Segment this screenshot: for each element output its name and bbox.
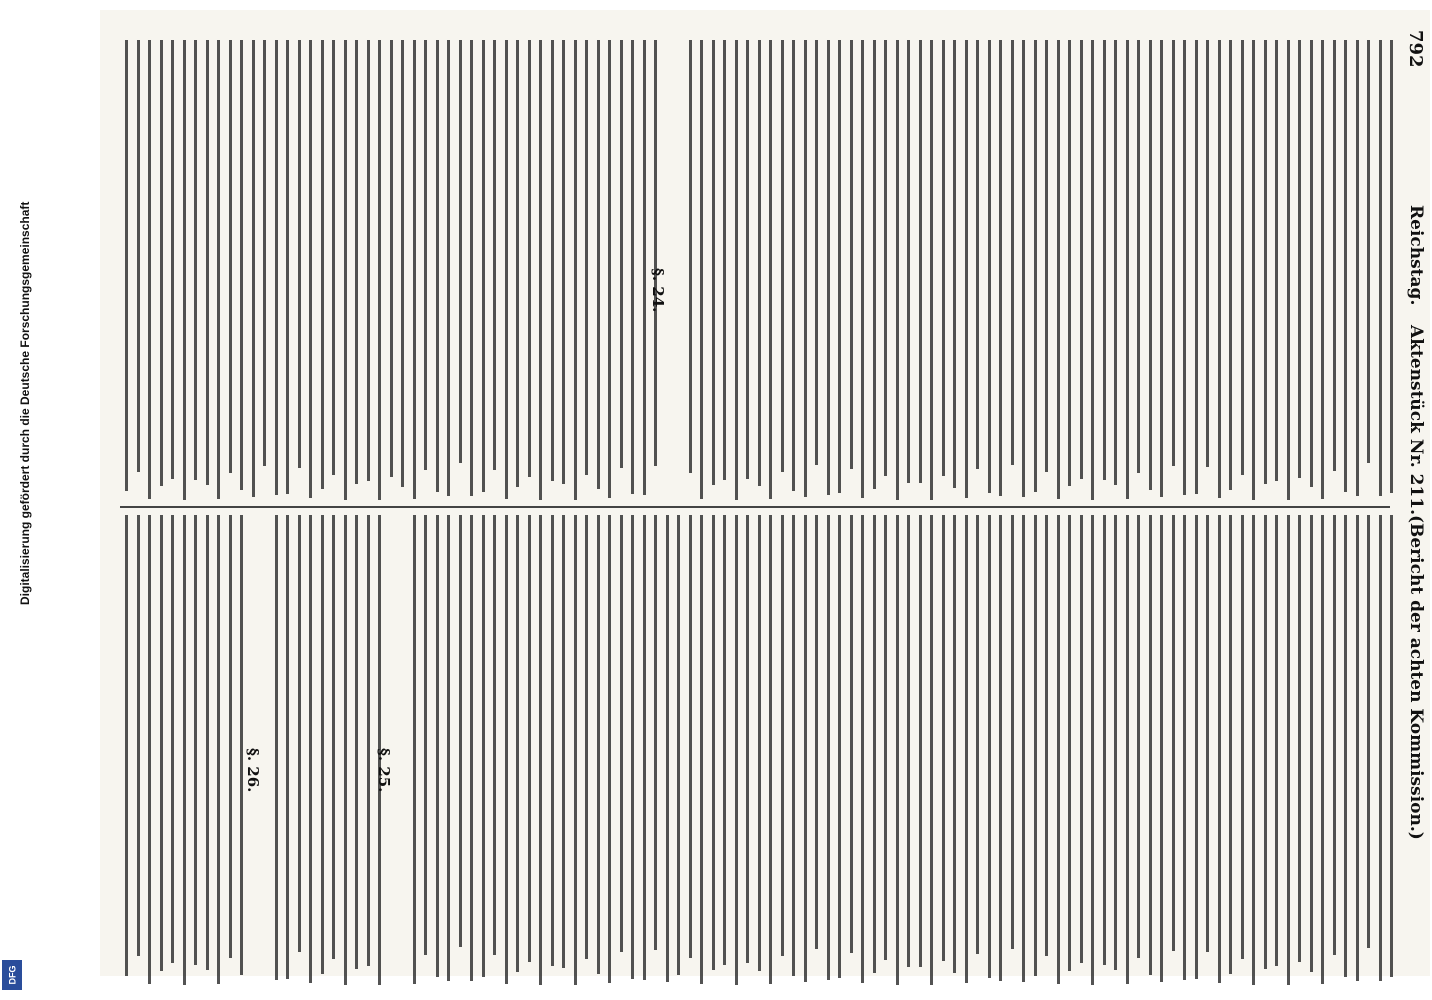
text-line bbox=[781, 40, 784, 472]
text-line bbox=[712, 40, 715, 485]
header-bericht: (Bericht der achten Kommission.) bbox=[1406, 515, 1426, 840]
text-line bbox=[309, 40, 312, 498]
text-line bbox=[148, 515, 151, 984]
text-line bbox=[907, 515, 910, 967]
text-line bbox=[516, 40, 519, 487]
text-line bbox=[298, 40, 301, 468]
text-line bbox=[1195, 515, 1198, 979]
text-line bbox=[171, 515, 174, 963]
text-line bbox=[1149, 40, 1152, 490]
text-line bbox=[620, 40, 623, 468]
text-line bbox=[470, 40, 473, 496]
text-line bbox=[206, 40, 209, 485]
text-line bbox=[1172, 515, 1175, 951]
text-line bbox=[873, 515, 876, 973]
text-line bbox=[275, 515, 278, 980]
text-line bbox=[1114, 40, 1117, 485]
text-line bbox=[493, 40, 496, 470]
column-divider bbox=[120, 506, 1390, 508]
text-line bbox=[1344, 515, 1347, 977]
dfg-attribution: Digitalisierung gefördert durch die Deutsche Forschungsgemeinschaft bbox=[18, 201, 32, 605]
text-line bbox=[896, 40, 899, 500]
text-line bbox=[378, 40, 381, 500]
text-line bbox=[1333, 40, 1336, 471]
text-line bbox=[861, 515, 864, 983]
text-line bbox=[1183, 515, 1186, 980]
text-line bbox=[585, 40, 588, 475]
text-line bbox=[723, 515, 726, 965]
text-line bbox=[539, 40, 542, 500]
text-line bbox=[574, 515, 577, 985]
text-line bbox=[1114, 515, 1117, 970]
text-line bbox=[965, 40, 968, 498]
text-line bbox=[574, 40, 577, 500]
text-line bbox=[838, 515, 841, 978]
text-line bbox=[1310, 515, 1313, 972]
text-line bbox=[815, 40, 818, 465]
text-line bbox=[1057, 515, 1060, 984]
text-line bbox=[919, 40, 922, 483]
text-line bbox=[344, 515, 347, 985]
text-line bbox=[470, 515, 473, 981]
text-line bbox=[1011, 515, 1014, 949]
text-line bbox=[723, 40, 726, 480]
text-line bbox=[1206, 40, 1209, 467]
dfg-logo bbox=[2, 960, 22, 990]
text-line bbox=[804, 40, 807, 497]
text-line bbox=[447, 40, 450, 496]
text-line bbox=[459, 515, 462, 947]
text-line bbox=[677, 515, 680, 975]
text-line bbox=[355, 515, 358, 969]
text-line bbox=[1252, 40, 1255, 500]
text-line bbox=[700, 40, 703, 499]
text-line bbox=[482, 40, 485, 492]
text-line bbox=[988, 40, 991, 493]
text-line bbox=[413, 40, 416, 499]
text-line bbox=[1390, 40, 1393, 493]
text-line bbox=[171, 40, 174, 479]
text-line bbox=[125, 515, 128, 976]
text-line bbox=[1172, 40, 1175, 466]
text-line bbox=[1344, 40, 1347, 492]
page-number: 792 bbox=[1405, 30, 1426, 68]
text-line bbox=[873, 40, 876, 489]
text-line bbox=[735, 515, 738, 985]
text-line bbox=[965, 515, 968, 983]
text-line bbox=[263, 40, 266, 466]
text-line bbox=[1252, 515, 1255, 985]
text-line bbox=[597, 40, 600, 489]
text-line bbox=[712, 515, 715, 970]
text-line bbox=[1298, 40, 1301, 478]
text-line bbox=[413, 515, 416, 984]
text-line bbox=[999, 515, 1002, 981]
text-line bbox=[1356, 40, 1359, 496]
text-line bbox=[551, 40, 554, 481]
text-line bbox=[1321, 40, 1324, 499]
text-line bbox=[1310, 40, 1313, 487]
text-line bbox=[1091, 40, 1094, 500]
text-line bbox=[424, 40, 427, 470]
text-line bbox=[424, 515, 427, 955]
text-line bbox=[1206, 515, 1209, 952]
text-line bbox=[1126, 515, 1129, 984]
text-line bbox=[1034, 515, 1037, 976]
text-line bbox=[1229, 515, 1232, 974]
text-line bbox=[827, 515, 830, 980]
text-line bbox=[608, 515, 611, 983]
text-line bbox=[125, 40, 128, 491]
text-line bbox=[942, 515, 945, 961]
text-line bbox=[436, 40, 439, 492]
text-line bbox=[1160, 40, 1163, 497]
text-line bbox=[1218, 515, 1221, 983]
text-line bbox=[620, 515, 623, 952]
text-line bbox=[1298, 515, 1301, 962]
text-line bbox=[769, 40, 772, 499]
text-line bbox=[528, 40, 531, 477]
text-line bbox=[792, 40, 795, 491]
text-line bbox=[1068, 515, 1071, 971]
text-line bbox=[137, 515, 140, 956]
text-line bbox=[240, 515, 243, 975]
text-line bbox=[298, 515, 301, 952]
text-line bbox=[919, 515, 922, 967]
text-line bbox=[1356, 515, 1359, 981]
text-line bbox=[1022, 40, 1025, 497]
text-line bbox=[850, 515, 853, 953]
text-line bbox=[1333, 515, 1336, 955]
text-line bbox=[689, 515, 692, 958]
text-line bbox=[631, 515, 634, 979]
text-line bbox=[1367, 40, 1370, 463]
text-line bbox=[643, 515, 646, 980]
text-line bbox=[275, 40, 278, 495]
text-line bbox=[643, 40, 646, 495]
text-line bbox=[976, 515, 979, 954]
text-line bbox=[148, 40, 151, 499]
text-line bbox=[735, 40, 738, 500]
text-line bbox=[183, 515, 186, 985]
section-heading-26: §. 26. bbox=[244, 748, 262, 793]
text-line bbox=[976, 40, 979, 469]
text-line bbox=[1034, 40, 1037, 492]
text-line bbox=[884, 515, 887, 960]
text-line bbox=[286, 40, 289, 494]
text-line bbox=[229, 40, 232, 473]
text-line bbox=[1045, 515, 1048, 956]
text-line bbox=[217, 515, 220, 984]
text-line bbox=[585, 515, 588, 959]
text-line bbox=[1390, 515, 1393, 977]
text-line bbox=[792, 515, 795, 976]
text-line bbox=[815, 515, 818, 949]
text-line bbox=[240, 40, 243, 490]
text-line bbox=[1321, 515, 1324, 984]
text-line bbox=[930, 515, 933, 985]
text-line bbox=[286, 515, 289, 979]
text-line bbox=[1229, 40, 1232, 490]
text-line bbox=[1080, 515, 1083, 963]
text-line bbox=[942, 40, 945, 476]
text-line bbox=[1126, 40, 1129, 499]
text-line bbox=[321, 40, 324, 489]
text-line bbox=[631, 40, 634, 494]
text-line bbox=[482, 515, 485, 977]
text-line bbox=[183, 40, 186, 500]
text-line bbox=[160, 40, 163, 486]
text-line bbox=[1241, 40, 1244, 475]
text-line bbox=[1379, 515, 1382, 981]
text-line bbox=[654, 40, 657, 466]
text-line bbox=[758, 40, 761, 486]
text-line bbox=[206, 515, 209, 970]
text-line bbox=[1264, 40, 1267, 484]
text-line bbox=[1287, 40, 1290, 500]
text-line bbox=[746, 515, 749, 963]
text-line bbox=[988, 515, 991, 978]
text-line bbox=[1287, 515, 1290, 985]
header-reichstag: Reichstag. bbox=[1406, 205, 1426, 306]
text-line bbox=[367, 515, 370, 966]
text-line bbox=[953, 515, 956, 973]
text-line bbox=[1275, 40, 1278, 481]
text-line bbox=[332, 40, 335, 475]
text-line bbox=[746, 40, 749, 479]
text-line bbox=[551, 515, 554, 966]
text-line bbox=[689, 40, 692, 473]
text-line bbox=[137, 40, 140, 472]
text-line bbox=[1367, 515, 1370, 948]
text-line bbox=[252, 40, 255, 497]
text-line bbox=[1011, 40, 1014, 465]
text-line bbox=[884, 40, 887, 476]
text-line bbox=[229, 515, 232, 958]
text-line bbox=[194, 40, 197, 480]
text-line bbox=[1091, 515, 1094, 985]
text-line bbox=[160, 515, 163, 971]
text-line bbox=[1022, 515, 1025, 982]
text-line bbox=[539, 515, 542, 985]
text-line bbox=[493, 515, 496, 955]
text-line bbox=[700, 515, 703, 984]
text-line bbox=[436, 515, 439, 977]
text-line bbox=[861, 40, 864, 498]
text-line bbox=[999, 40, 1002, 496]
text-line bbox=[516, 515, 519, 972]
text-line bbox=[827, 40, 830, 495]
text-line bbox=[1045, 40, 1048, 472]
text-line bbox=[562, 515, 565, 968]
text-line bbox=[1137, 40, 1140, 473]
text-line bbox=[447, 515, 450, 981]
text-line bbox=[344, 40, 347, 500]
text-line bbox=[355, 40, 358, 484]
text-line bbox=[769, 515, 772, 984]
text-line bbox=[1103, 515, 1106, 965]
text-line bbox=[194, 515, 197, 965]
text-line bbox=[850, 40, 853, 469]
text-line bbox=[608, 40, 611, 498]
text-line bbox=[401, 40, 404, 487]
text-line bbox=[930, 40, 933, 500]
text-line bbox=[332, 515, 335, 959]
text-line bbox=[896, 515, 899, 985]
text-line bbox=[1195, 40, 1198, 494]
text-line bbox=[528, 515, 531, 962]
text-line bbox=[505, 515, 508, 984]
text-line bbox=[1264, 515, 1267, 969]
text-line bbox=[367, 40, 370, 481]
text-line bbox=[597, 515, 600, 974]
text-line bbox=[1068, 40, 1071, 486]
text-line bbox=[459, 40, 462, 463]
header-aktenstueck: Aktenstück Nr. 211. bbox=[1406, 325, 1426, 516]
text-line bbox=[654, 515, 657, 950]
text-line bbox=[1080, 40, 1083, 479]
text-line bbox=[321, 515, 324, 974]
text-line bbox=[562, 40, 565, 484]
text-line bbox=[505, 40, 508, 499]
text-line bbox=[1137, 515, 1140, 958]
text-line bbox=[1057, 40, 1060, 499]
text-line bbox=[838, 40, 841, 493]
text-line bbox=[666, 515, 669, 982]
text-line bbox=[309, 515, 312, 983]
text-line bbox=[217, 40, 220, 499]
text-line bbox=[758, 515, 761, 971]
dfg-logo-text: DFG bbox=[7, 965, 17, 985]
text-line bbox=[1149, 515, 1152, 975]
text-line bbox=[1218, 40, 1221, 498]
text-line bbox=[953, 40, 956, 488]
text-line bbox=[1379, 40, 1382, 496]
text-line bbox=[804, 515, 807, 982]
text-line bbox=[1160, 515, 1163, 982]
text-line bbox=[1183, 40, 1186, 495]
text-line bbox=[1241, 515, 1244, 959]
text-line bbox=[781, 515, 784, 956]
section-heading-25: §. 25. bbox=[375, 748, 393, 793]
text-line bbox=[1103, 40, 1106, 480]
text-line bbox=[1275, 515, 1278, 966]
section-heading-24: §. 24. bbox=[649, 268, 667, 313]
text-line bbox=[907, 40, 910, 483]
text-line bbox=[390, 40, 393, 477]
